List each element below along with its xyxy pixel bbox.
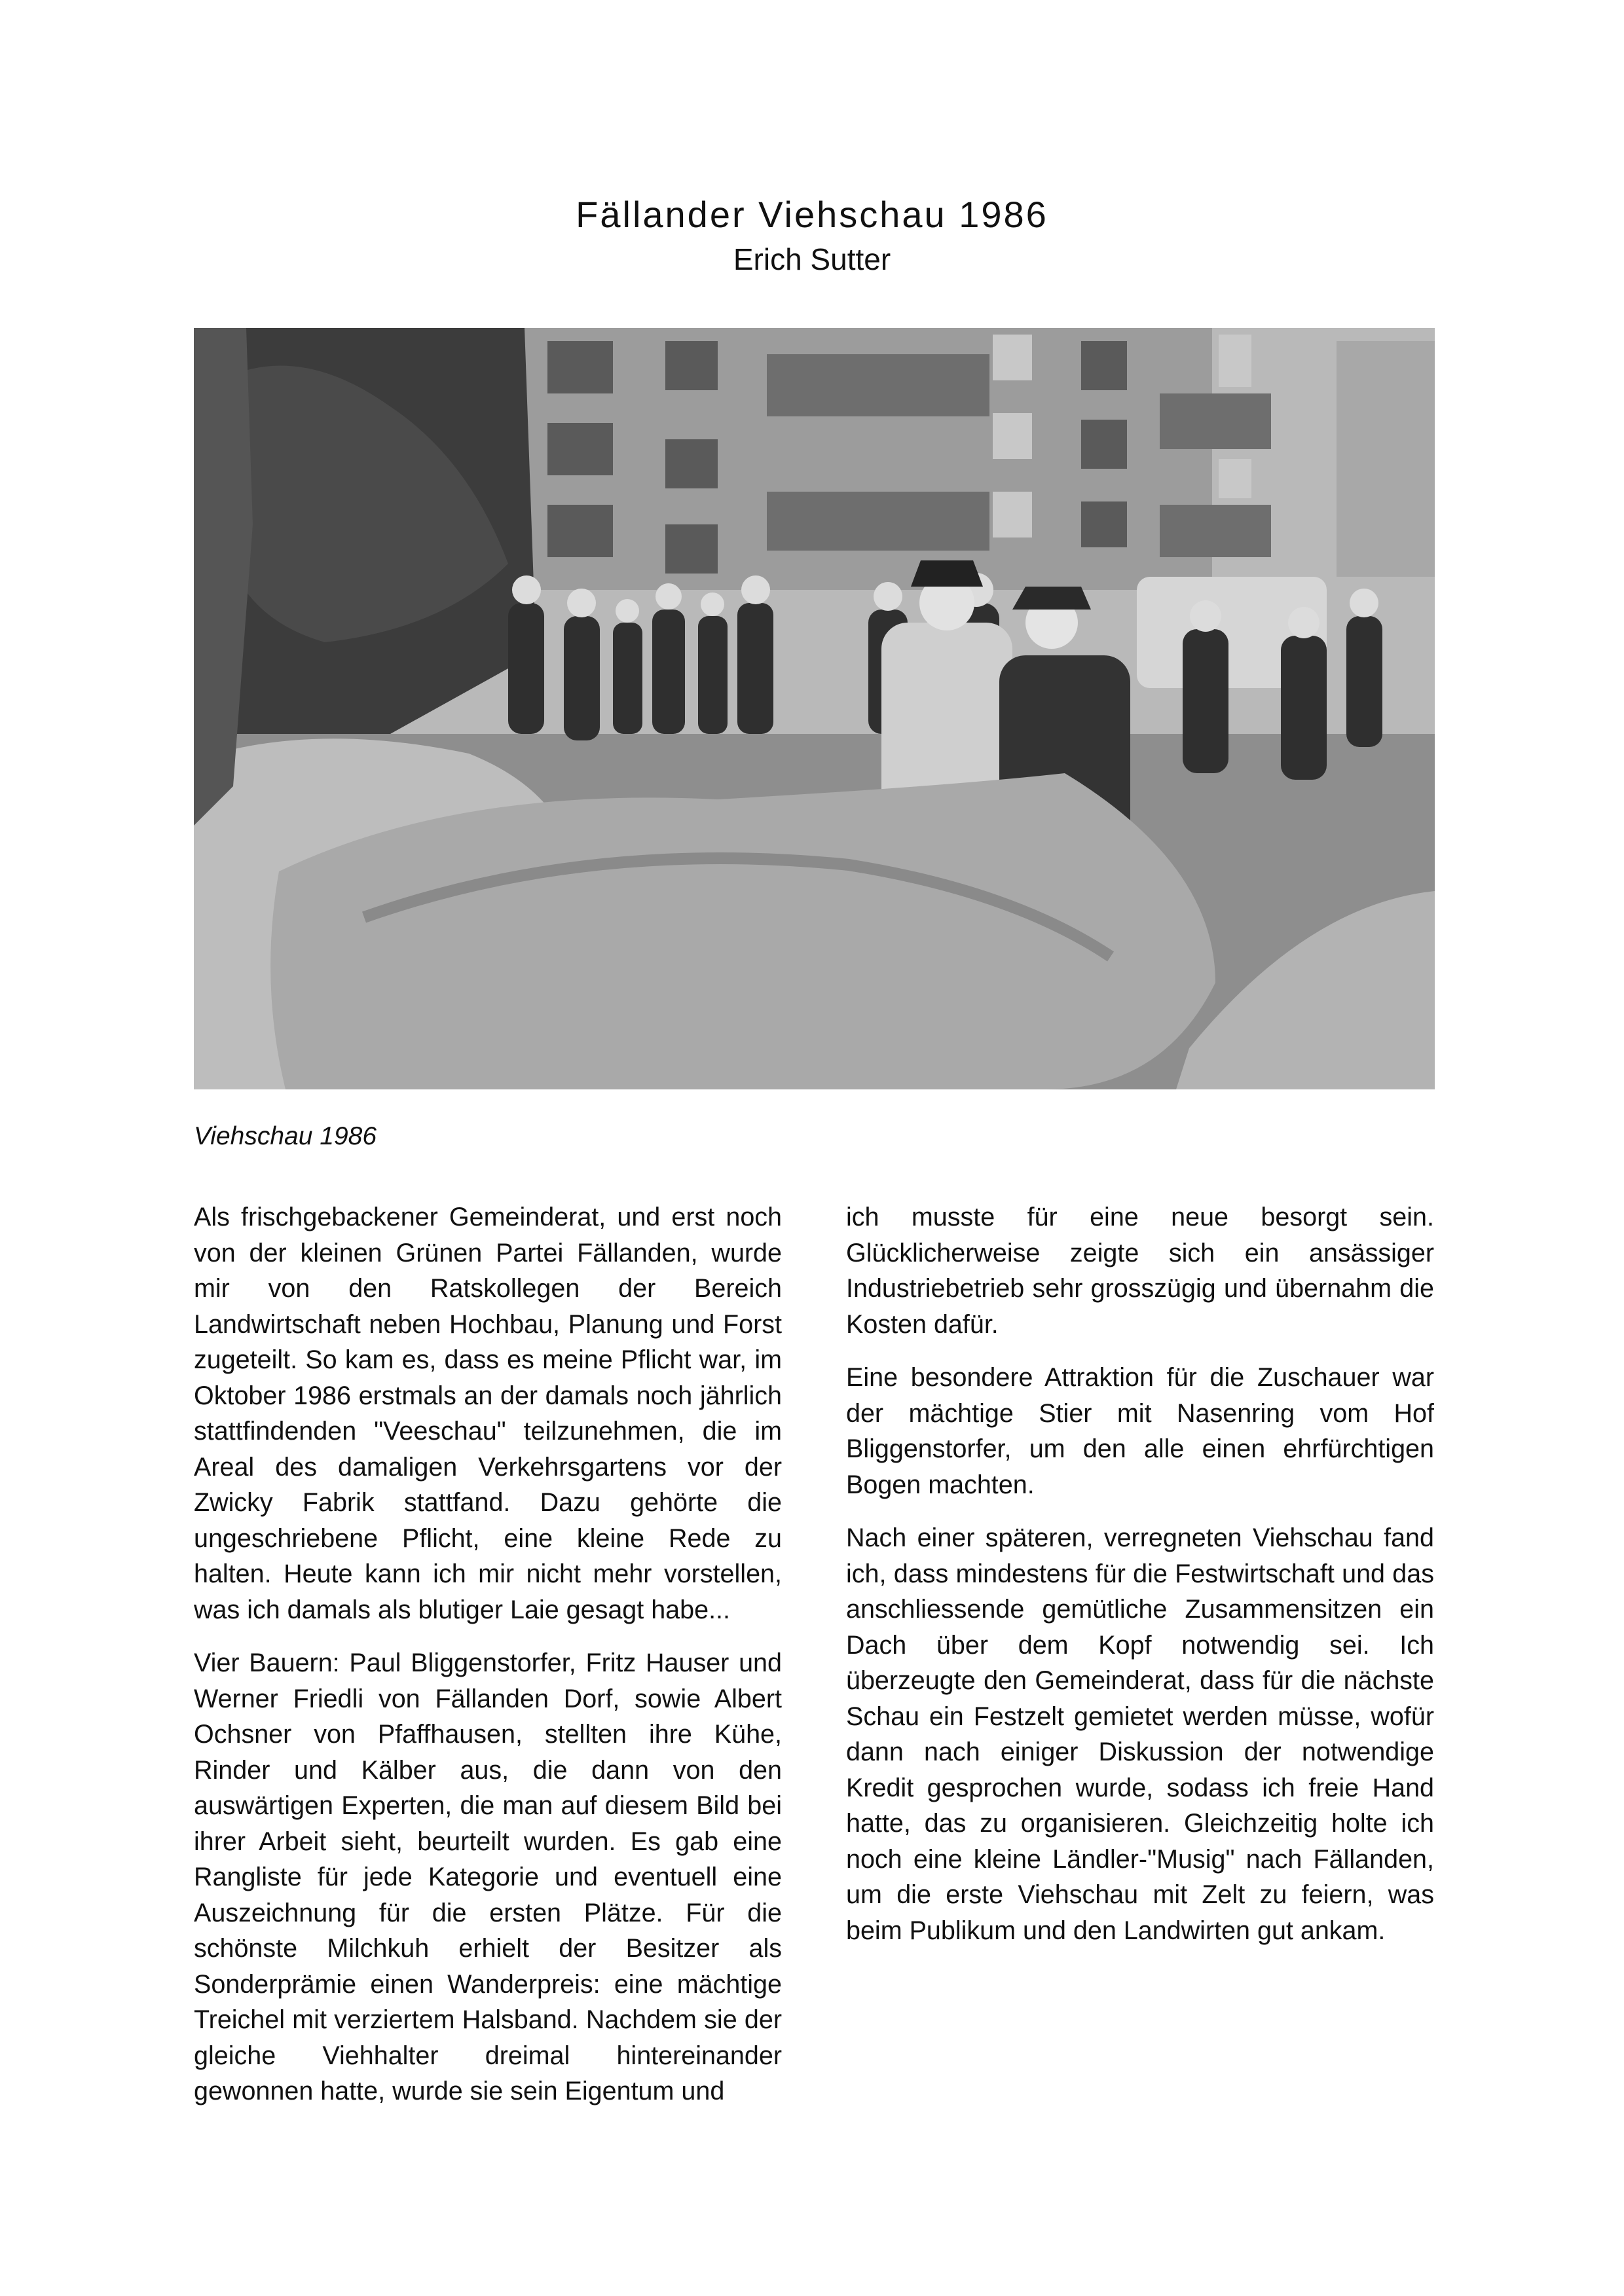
paragraph: Eine besondere Attraktion für die Zuschauer war der mächtige Stier mit Nasenring vom Hof Bliggenstorfer, um den alle einen ehrfürchtigen Bogen machten. <box>846 1363 1434 1499</box>
text-column-right <box>846 1199 1434 1966</box>
photograph <box>194 328 1435 1089</box>
photo-caption: Viehschau 1986 <box>194 1122 377 1150</box>
document-title: Fällander Viehschau 1986 <box>576 194 1048 235</box>
paragraph: Als frischgebackener Gemeinderat, und erst noch von der kleinen Grünen Partei Fällanden, wurde mir von den Ratskollegen der Bereich Landwirtschaft neben Hochbau, Planung und Forst zugeteilt. So kam es, dass es meine Pflicht war, im Oktober 1986 erstmals an der damals noch jährlich stattfindenden "Veeschau" teilzunehmen, die im Areal des damaligen Verkehrsgartens vor der Zwicky Fabrik stattfand. Dazu gehörte die ungeschriebene Pflicht, eine kleine Rede zu halten. Heute kann ich mir nicht mehr vorstellen, was ich damals als blutiger Laie gesagt habe... <box>194 1203 782 1624</box>
text-column-left <box>194 1199 782 2127</box>
author-name: Erich Sutter <box>733 242 891 276</box>
paragraph: Nach einer späteren, verregneten Viehschau fand ich, dass mindestens für die Festwirtschaft und das anschliessende gemütliche Zusammensitzen ein Dach über dem Kopf notwendig sei. Ich überzeugte den Gemeinderat, dass für die nächste Schau ein Festzelt gemietet werden müsse, wofür dann nach einiger Diskussion der notwendige Kredit gesprochen wurde, sodass ich freie Hand hatte, das zu organisieren. Gleichzeitig holte ich noch eine kleine Ländler-"Musig" nach Fällanden, um die erste Viehschau mit Zelt zu feiern, was beim Publikum und den Landwirten gut ankam. <box>846 1523 1434 1945</box>
paragraph: Vier Bauern: Paul Bliggenstorfer, Fritz Hauser und Werner Friedli von Fällanden Dorf, sowie Albert Ochsner von Pfaffhausen, stellten ihre Kühe, Rinder und Kälber aus, die dann von den auswärtigen Experten, die man auf diesem Bild bei ihrer Arbeit sieht, beurteilt wurden. Es gab eine Rangliste für jede Kategorie und eventuell eine Auszeichnung für die ersten Plätze. Für die schönste Milchkuh erhielt der Besitzer als Sonderprämie einen Wanderpreis: eine mächtige Treichel mit verziertem Halsband. Nachdem sie der gleiche Viehhalter dreimal hintereinander gewonnen hatte, wurde sie sein Eigentum und <box>194 1649 782 2105</box>
paragraph: ich musste für eine neue besorgt sein. Glücklicherweise zeigte sich ein ansässiger Industriebetrieb sehr grosszügig und übernahm die Kosten dafür. <box>846 1203 1434 1339</box>
